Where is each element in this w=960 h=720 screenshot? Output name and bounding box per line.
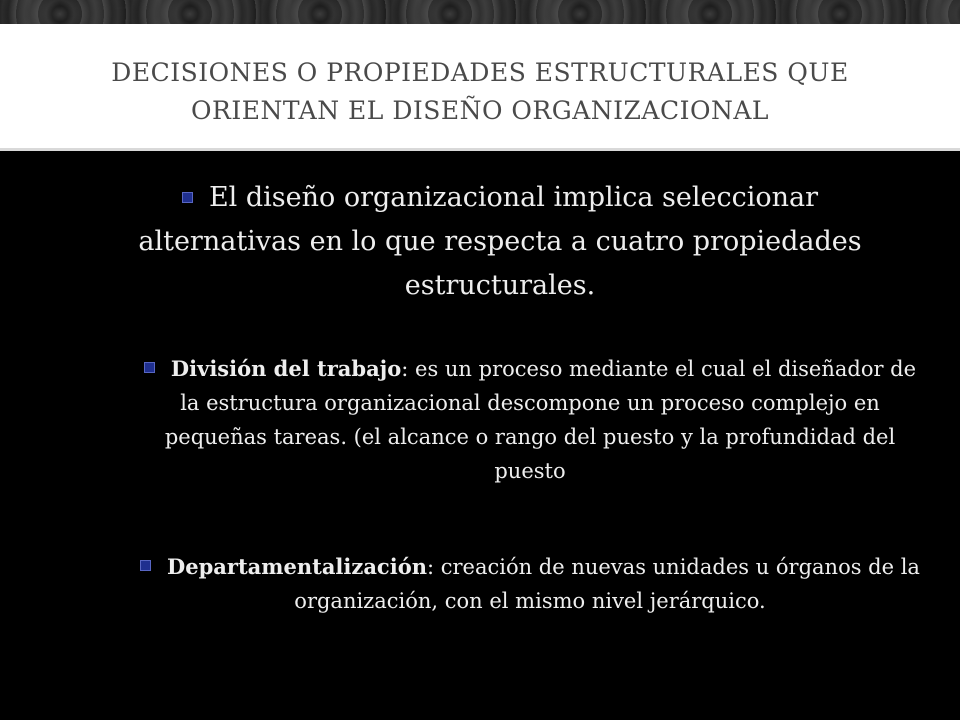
damask-pattern [0,0,960,24]
bullet-text: : creación de nuevas unidades u órganos de la organización, con el mismo nivel jerárquico. [294,555,920,613]
decorative-top-border [0,0,960,24]
title-divider [0,148,960,151]
bullet-term: División del trabajo [170,356,402,381]
slide-title-line-2: ORIENTAN EL DISEÑO ORGANIZACIONAL [191,96,769,125]
bullet-item-departamentalizacion [140,550,920,618]
bullet-text: : es un proceso mediante el cual el diseñador de la estructura organizacional descompone un proceso complejo en pequeñas tareas. (el alcance o rango del puesto y la profundidad del puesto [164,357,917,483]
bullet-text: El diseño organizacional implica seleccionar alternativas en lo que respecta a cuatro propiedades estructurales. [138,182,862,301]
bullet-item-intro [100,176,900,308]
slide-title [30,54,930,130]
bullet-item-division-del-trabajo [140,352,920,488]
slide-title-line-1: DECISIONES O PROPIEDADES ESTRUCTURALES QUE [111,58,849,87]
square-bullet-icon [144,362,155,373]
square-bullet-icon [140,560,151,571]
square-bullet-icon [182,192,193,203]
bullet-term: Departamentalización [167,554,427,579]
